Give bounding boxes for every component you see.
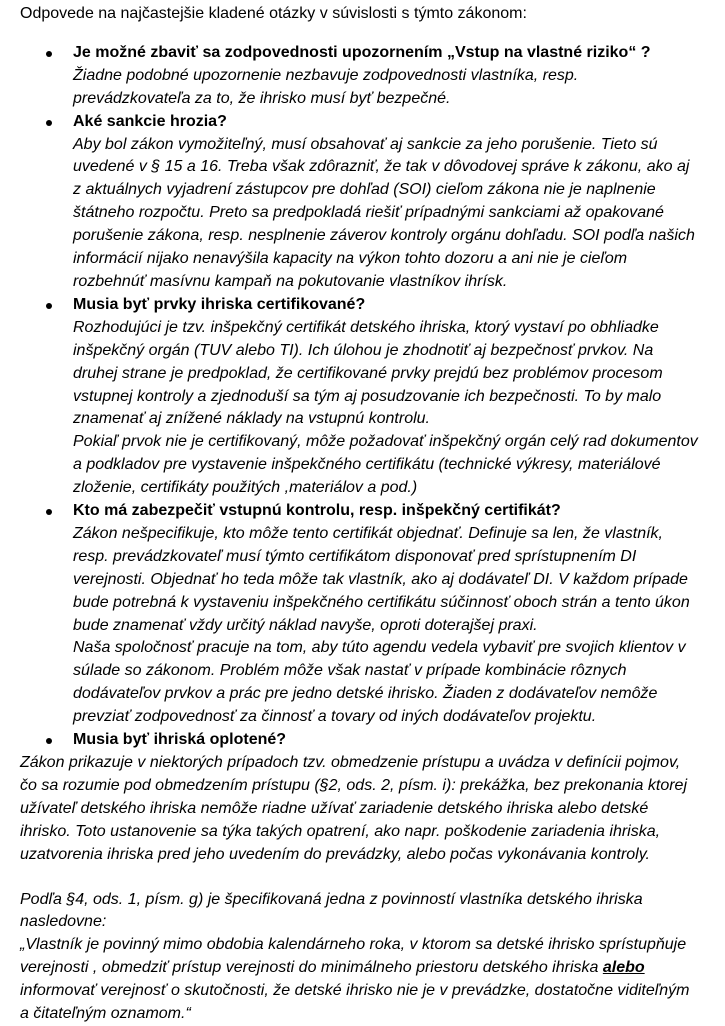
- faq-list: [20, 42, 700, 752]
- faq-answer-extra: Pokiaľ prvok nie je certifikovaný, môže požadovať inšpekčný orgán celý rad dokumentov a podkladov pre vystavenie inšpekčného certifikátu (technické výkresy, materiálové zloženie, certifikáty použitých ,materiálov a pod.): [73, 433, 698, 497]
- faq-item: [73, 294, 700, 500]
- faq-answer: Zákon nešpecifikuje, kto môže tento certifikát objednať. Definuje sa len, že vlastník, resp. prevádzkovateľ musí týmto certifikátom disponovať pred sprístupnením DI verejnosti. Objednať ho teda môže tak vlastník, ako aj dodávateľ DI. V každom prípade bude potrebná k vystaveniu inšpekčného certifikátu súčinnosť oboch strán a tento úkon bude znamenať vždy určitý náklad navyše, oproti doterajšej praxi.: [73, 524, 690, 634]
- law-quote-start: „Vlastník je povinný mimo obdobia kalendárneho roka, v ktorom sa detské ihrisko sprístupňuje verejnosti , obmedziť prístup verejnosti do minimálneho priestoru detského ihriska: [20, 936, 687, 977]
- faq-item: [73, 729, 700, 752]
- faq-item: [73, 500, 700, 729]
- faq-question: Aké sankcie hrozia?: [73, 112, 227, 130]
- faq-item: [73, 42, 700, 111]
- fence-paragraph: Zákon prikazuje v niektorých prípadoch tzv. obmedzenie prístupu a uvádza v definícii pojmov, čo sa rozumie pod obmedzením prístupu (§2, ods. 2, písm. i): prekážka, bez prekonania ktorej užívateľ detského ihriska nemôže riadne užívať zariadenie detského ihriska alebo detské ihrisko. Toto ustanovenie sa týka takých opatrení, ako napr. poškodenie zariadenia ihriska, uzatvorenia ihriska pred jeho uvedením do prevádzky, alebo počas vykonávania kontroly.: [20, 754, 687, 863]
- faq-answer: Žiadne podobné upozornenie nezbavuje zodpovednosti vlastníka, resp. prevádzkovateľa za to, že ihrisko musí byť bezpečné.: [73, 66, 579, 107]
- bullet-icon: [46, 738, 52, 744]
- faq-answer: Aby bol zákon vymožiteľný, musí obsahovať aj sankcie za jeho porušenie. Tieto sú uvedené v § 15 a 16. Treba však zdôrazniť, že tak v dôvodovej správe k zákonu, ako aj z aktuálnych vyjadrení zástupcov pre dohľad (SOI) cieľom zákona nie je naplnenie štátneho rozpočtu. Preto sa predpokladá riešiť prípadnými sankciami až opakované porušenie zákona, resp. nesplnenie záverov kontroly orgánu dohľadu. SOI podľa našich informácií nijako nenavýšila kapacity na výkon tohto dozoru a ani nie je cieľom rozbehnúť masívnu kampaň na pokutovanie vlastníkov ihrísk.: [73, 135, 695, 290]
- faq-question: Je možné zbaviť sa zodpovednosti upozornením „Vstup na vlastné riziko“ ?: [73, 43, 651, 61]
- law-quote-emphasis: alebo: [602, 959, 645, 977]
- bullet-icon: [46, 303, 52, 309]
- law-quote: [20, 934, 700, 1026]
- bullet-icon: [46, 120, 52, 126]
- duty-paragraph: Podľa §4, ods. 1, písm. g) je špecifikovaná jedna z povinností vlastníka detského ihriska nasledovne:: [20, 890, 643, 931]
- faq-question: Musia byť prvky ihriska certifikované?: [73, 295, 366, 313]
- paragraph-spacer: [20, 867, 700, 889]
- faq-item: [73, 111, 700, 294]
- faq-question: Kto má zabezpečiť vstupnú kontrolu, resp. inšpekčný certifikát?: [73, 502, 561, 520]
- bullet-icon: [46, 51, 52, 57]
- intro-text: Odpovede na najčastejšie kladené otázky v súvislosti s týmto zákonom:: [20, 5, 527, 22]
- law-quote-end: informovať verejnosť o skutočnosti, že detské ihrisko nie je v prevádzke, dostatočne viditeľným a čitateľným oznamom.“: [20, 982, 690, 1023]
- faq-answer-extra: Naša spoločnosť pracuje na tom, aby túto agendu vedela vybaviť pre svojich klientov v súlade so zákonom. Problém môže však nastať v prípade kombinácie rôznych dodávateľov prvkov a prác pre jedno detské ihrisko. Žiaden z dodávateľov nemôže prevziať zodpovednosť za činnosť a tovary od iných dodávateľov projektu.: [73, 639, 686, 726]
- faq-question: Musia byť ihriská oplotené?: [73, 731, 287, 749]
- bullet-icon: [46, 509, 52, 515]
- faq-answer: Rozhodujúci je tzv. inšpekčný certifikát detského ihriska, ktorý vystaví po obhliadke inšpekčný orgán (TUV alebo TI). Ich úlohou je zhodnotiť aj bezpečnosť prvkov. Na druhej strane je predpoklad, že certifikované prvky prejdú bez problémov procesom vstupnej kontroly a zjednoduší sa tým aj posudzovanie ich bezpečnosti. To by malo znamenať aj znížené náklady na vstupnú kontrolu.: [73, 318, 663, 428]
